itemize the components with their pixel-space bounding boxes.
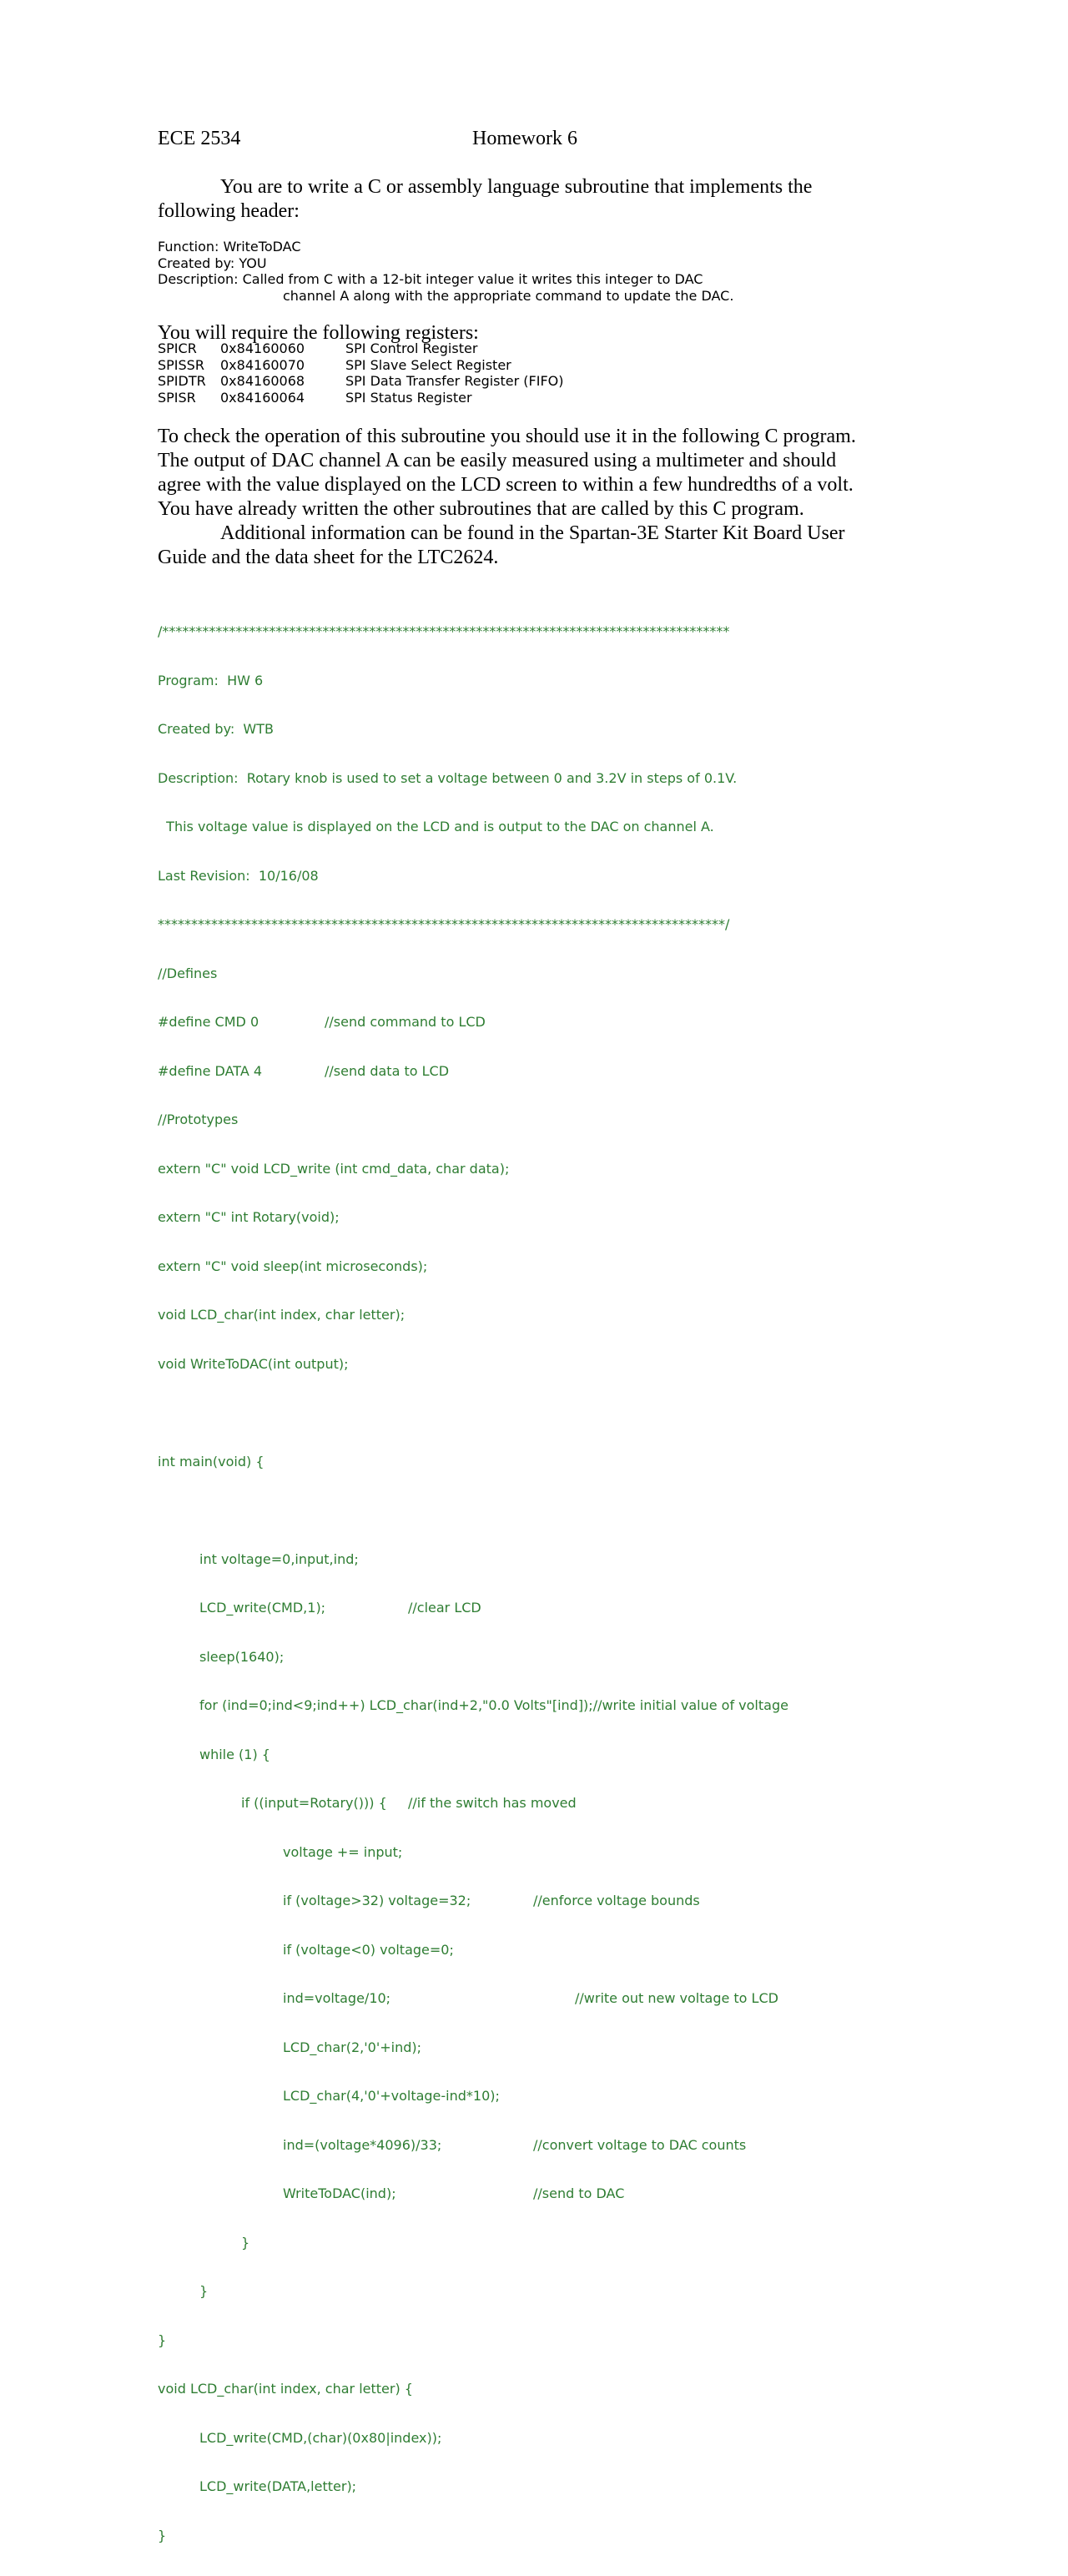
code-text: voltage += input; <box>283 1843 403 1860</box>
code-comment: //send data to LCD <box>325 1062 450 1079</box>
code-text: if (voltage>32) voltage=32; <box>283 1893 471 1908</box>
code-line: Program: HW 6 <box>158 672 264 688</box>
code-line <box>158 1795 909 1812</box>
code-text: LCD_write(DATA,letter); <box>199 2478 357 2494</box>
code-text: } <box>241 2234 250 2251</box>
register-name: SPIDTR <box>158 373 206 389</box>
function-author: Created by: YOU <box>158 255 267 271</box>
check-line: The output of DAC channel A can be easily measured using a multimeter and should <box>158 450 837 471</box>
code-text: #define DATA 4 <box>158 1062 263 1079</box>
code-line <box>158 2185 909 2202</box>
code-line: extern "C" void LCD_write (int cmd_data, char data); <box>158 1160 510 1177</box>
code-line: int main(void) { <box>158 1453 264 1469</box>
intro-paragraph <box>158 175 909 224</box>
code-line: void WriteToDAC(int output); <box>158 1355 349 1372</box>
intro-line: following header: <box>158 200 300 222</box>
register-description: SPI Control Register <box>345 340 478 356</box>
code-line <box>158 1063 909 1080</box>
registers-table <box>158 340 563 406</box>
code-text: LCD_char(4,'0'+voltage-ind*10); <box>283 2088 500 2104</box>
registers-intro: You will require the following registers: <box>158 322 479 344</box>
function-header-block <box>158 239 909 304</box>
code-line: Last Revision: 10/16/08 <box>158 867 319 884</box>
code-line <box>158 2430 909 2447</box>
register-description: SPI Slave Select Register <box>345 356 511 373</box>
code-line <box>158 1942 909 1958</box>
function-description: Description: Called from C with a 12-bit integer value it writes this integer to DAC <box>158 271 703 287</box>
code-text: sleep(1640); <box>199 1648 285 1665</box>
register-address: 0x84160064 <box>220 389 305 406</box>
assignment-title: Homework 6 <box>472 128 577 149</box>
code-line: Created by: WTB <box>158 721 274 737</box>
register-description: SPI Data Transfer Register (FIFO) <box>345 373 564 389</box>
code-comment: //send command to LCD <box>325 1014 486 1030</box>
check-paragraph <box>158 425 909 570</box>
register-name: SPICR <box>158 340 197 356</box>
code-line <box>158 1844 909 1861</box>
page-heading <box>158 127 909 152</box>
code-line: /************************************************************************************* <box>158 623 730 639</box>
code-text: LCD_char(2,'0'+ind); <box>283 2039 421 2055</box>
code-line <box>158 1893 909 1909</box>
code-line <box>158 1551 909 1568</box>
code-line: void LCD_char(int index, char letter) { <box>158 2381 413 2397</box>
code-text: if ((input=Rotary())) { <box>241 1795 387 1811</box>
code-line: //Prototypes <box>158 1112 239 1127</box>
code-text: LCD_write(CMD,(char)(0x80|index)); <box>199 2429 442 2446</box>
code-comment: //enforce voltage bounds <box>533 1893 700 1908</box>
check-line: You have already written the other subroutines that are called by this C program. <box>158 498 804 520</box>
register-address: 0x84160060 <box>220 340 305 356</box>
code-text: LCD_write(CMD,1); <box>199 1600 326 1616</box>
code-blank-line <box>158 1404 909 1421</box>
code-text: while (1) { <box>199 1746 270 1762</box>
code-comment: //if the switch has moved <box>408 1795 577 1811</box>
register-row <box>158 390 563 406</box>
code-line <box>158 1600 909 1616</box>
code-line <box>158 2088 909 2105</box>
code-comment: //write out new voltage to LCD <box>575 1990 778 2006</box>
code-text: WriteToDAC(ind); <box>283 2185 396 2201</box>
code-text: } <box>199 2283 209 2299</box>
code-line <box>158 2478 909 2495</box>
code-comment: //clear LCD <box>408 1600 481 1616</box>
code-listing <box>158 591 909 2576</box>
code-line <box>158 1747 909 1763</box>
register-row <box>158 373 563 390</box>
function-name: Function: WriteToDAC <box>158 239 301 255</box>
code-line <box>158 2039 909 2056</box>
code-line: //Defines <box>158 965 218 981</box>
code-line: extern "C" void sleep(int microseconds); <box>158 1258 428 1274</box>
code-text: if (voltage<0) voltage=0; <box>283 1941 454 1958</box>
code-line <box>158 1697 909 1714</box>
code-comment: //send to DAC <box>533 2185 625 2201</box>
check-line: To check the operation of this subroutine you should use it in the following C program. <box>158 426 856 447</box>
check-line: Additional information can be found in the Spartan-3E Starter Kit Board User <box>220 522 845 544</box>
code-line: } <box>158 2332 167 2348</box>
register-address: 0x84160068 <box>220 373 305 389</box>
code-blank-line <box>158 1502 909 1519</box>
register-row <box>158 340 563 357</box>
code-line: Description: Rotary knob is used to set a voltage between 0 and 3.2V in steps of 0.1V. <box>158 769 738 786</box>
code-line <box>158 1649 909 1666</box>
code-line <box>158 2137 909 2154</box>
code-line: void LCD_char(int index, char letter); <box>158 1307 406 1323</box>
register-description: SPI Status Register <box>345 389 472 406</box>
register-name: SPISR <box>158 389 196 406</box>
code-line <box>158 2283 909 2300</box>
code-line: extern "C" int Rotary(void); <box>158 1209 340 1225</box>
code-text: ind=voltage/10; <box>283 1990 391 2006</box>
code-text: int voltage=0,input,ind; <box>199 1550 359 1567</box>
course-number: ECE 2534 <box>158 128 241 149</box>
code-line <box>158 2235 909 2251</box>
check-line: Guide and the data sheet for the LTC2624. <box>158 547 499 568</box>
code-comment: //convert voltage to DAC counts <box>533 2136 747 2153</box>
code-text: for (ind=0;ind<9;ind++) LCD_char(ind+2,"0.0 Volts"[ind]);//write initial value of voltage <box>199 1697 788 1713</box>
register-address: 0x84160070 <box>220 356 305 373</box>
intro-line: You are to write a C or assembly language subroutine that implements the <box>220 176 813 198</box>
code-line <box>158 1990 909 2007</box>
register-row <box>158 357 563 374</box>
code-text: #define CMD 0 <box>158 1014 259 1030</box>
code-text: ind=(voltage*4096)/33; <box>283 2136 442 2153</box>
check-line: agree with the value displayed on the LCD screen to within a few hundredths of a volt. <box>158 474 854 496</box>
code-line: *************************************************************************************/ <box>158 916 730 932</box>
code-line: This voltage value is displayed on the LCD and is output to the DAC on channel A. <box>158 819 714 834</box>
register-name: SPISSR <box>158 356 204 373</box>
code-line: } <box>158 2527 167 2543</box>
code-line <box>158 1014 909 1031</box>
function-description-continued: channel A along with the appropriate command to update the DAC. <box>283 287 734 304</box>
